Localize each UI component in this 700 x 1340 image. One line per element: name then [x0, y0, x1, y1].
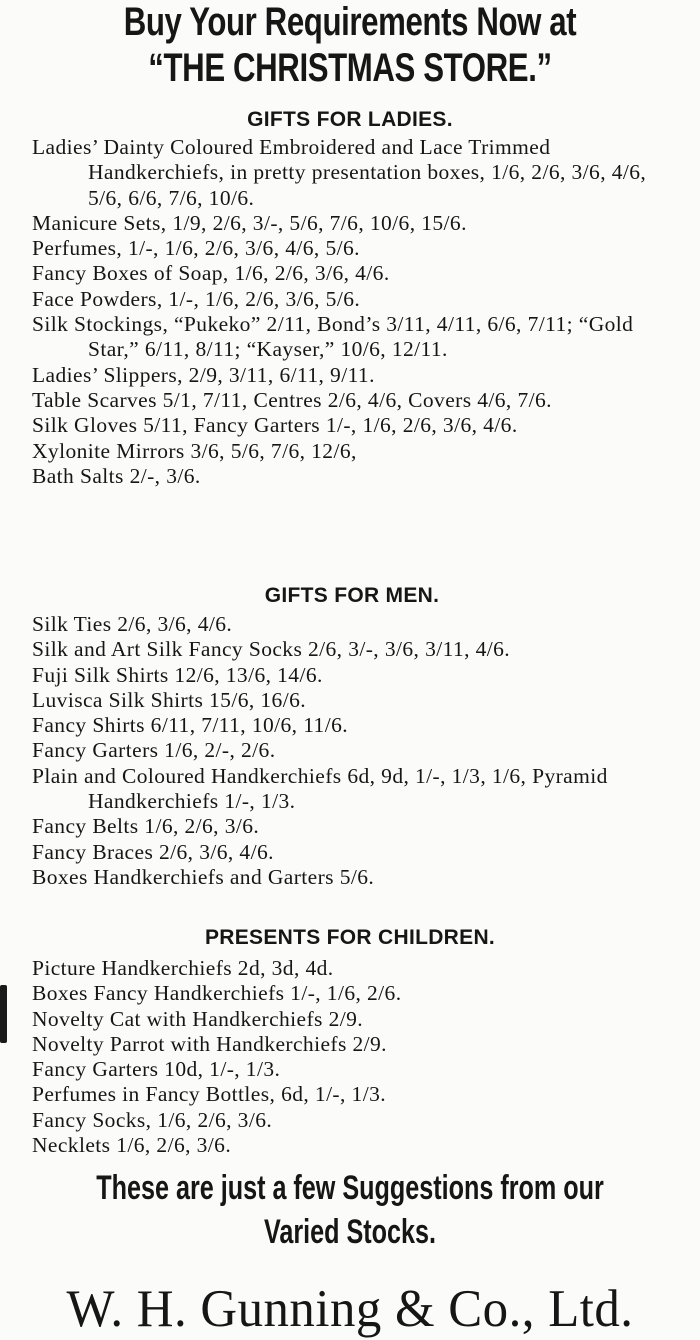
list-item: Silk and Art Silk Fancy Socks 2/6, 3/-, 3/6, 3/11, 4/6.	[32, 637, 511, 662]
section-title-men: GIFTS FOR MEN.	[264, 584, 440, 607]
ink-mark	[0, 985, 7, 1043]
list-item: Fancy Garters 1/6, 2/-, 2/6.	[32, 738, 276, 763]
list-item: Perfumes in Fancy Bottles, 6d, 1/-, 1/3.	[32, 1082, 386, 1107]
list-item: Silk Gloves 5/11, Fancy Garters 1/-, 1/6, 2/6, 3/6, 4/6.	[32, 413, 518, 438]
children-present-list	[32, 956, 672, 1158]
list-item: Xylonite Mirrors 3/6, 5/6, 7/6, 12/6,	[32, 438, 357, 463]
ladies-gift-list	[32, 135, 672, 489]
list-item: Boxes Fancy Handkerchiefs 1/-, 1/6, 2/6.	[32, 981, 402, 1006]
list-item: Novelty Parrot with Handkerchiefs 2/9.	[32, 1031, 387, 1056]
list-item: Fancy Shirts 6/11, 7/11, 10/6, 11/6.	[32, 713, 348, 738]
list-item: Bath Salts 2/-, 3/6.	[32, 463, 201, 488]
footer-line-2: Varied Stocks.	[263, 1213, 437, 1251]
headline-line-2: “THE CHRISTMAS STORE.”	[148, 46, 552, 90]
men-gift-list	[32, 612, 672, 890]
list-item: Manicure Sets, 1/9, 2/6, 3/-, 5/6, 7/6, 10/6, 15/6.	[32, 210, 467, 235]
section-title-ladies: GIFTS FOR LADIES.	[247, 108, 453, 131]
list-item: Table Scarves 5/1, 7/11, Centres 2/6, 4/6, Covers 4/6, 7/6.	[32, 387, 552, 412]
section-title-children: PRESENTS FOR CHILDREN.	[204, 926, 496, 949]
list-item: Plain and Coloured Handkerchiefs 6d, 9d, 1/-, 1/3, 1/6, Pyramid Handkerchiefs 1/-, 1/3.	[32, 763, 608, 814]
list-item: Ladies’ Slippers, 2/9, 3/11, 6/11, 9/11.	[32, 362, 375, 387]
list-item: Novelty Cat with Handkerchiefs 2/9.	[32, 1006, 364, 1031]
list-item: Fancy Garters 10d, 1/-, 1/3.	[32, 1057, 281, 1082]
list-item: Fancy Boxes of Soap, 1/6, 2/6, 3/6, 4/6.	[32, 261, 390, 286]
list-item: Necklets 1/6, 2/6, 3/6.	[32, 1133, 232, 1158]
company-name: W. H. Gunning & Co., Ltd.	[66, 1280, 634, 1338]
list-item: Fancy Belts 1/6, 2/6, 3/6.	[32, 814, 260, 839]
footer-line-1: These are just a few Suggestions from our	[96, 1169, 604, 1207]
list-item: Fancy Braces 2/6, 3/6, 4/6.	[32, 839, 274, 864]
list-item: Ladies’ Dainty Coloured Embroidered and Lace Trimmed Handkerchiefs, in pretty presentation boxes, 1/6, 2/6, 3/6, 4/6, 5/6, 6/6, 7/6, 10/6.	[32, 135, 647, 210]
headline-line-1: Buy Your Requirements Now at	[123, 0, 577, 44]
list-item: Silk Stockings, “Pukeko” 2/11, Bond’s 3/11, 4/11, 6/6, 7/11; “Gold Star,” 6/11, 8/11; “Kayser,” 10/6, 12/11.	[32, 312, 634, 362]
list-item: Fuji Silk Shirts 12/6, 13/6, 14/6.	[32, 662, 323, 687]
list-item: Fancy Socks, 1/6, 2/6, 3/6.	[32, 1107, 273, 1132]
list-item: Face Powders, 1/-, 1/6, 2/6, 3/6, 5/6.	[32, 286, 361, 311]
list-item: Boxes Handkerchiefs and Garters 5/6.	[32, 864, 375, 889]
list-item: Picture Handkerchiefs 2d, 3d, 4d.	[32, 956, 334, 980]
list-item: Perfumes, 1/-, 1/6, 2/6, 3/6, 4/6, 5/6.	[32, 236, 360, 261]
list-item: Luvisca Silk Shirts 15/6, 16/6.	[32, 687, 306, 712]
list-item: Silk Ties 2/6, 3/6, 4/6.	[32, 612, 233, 636]
